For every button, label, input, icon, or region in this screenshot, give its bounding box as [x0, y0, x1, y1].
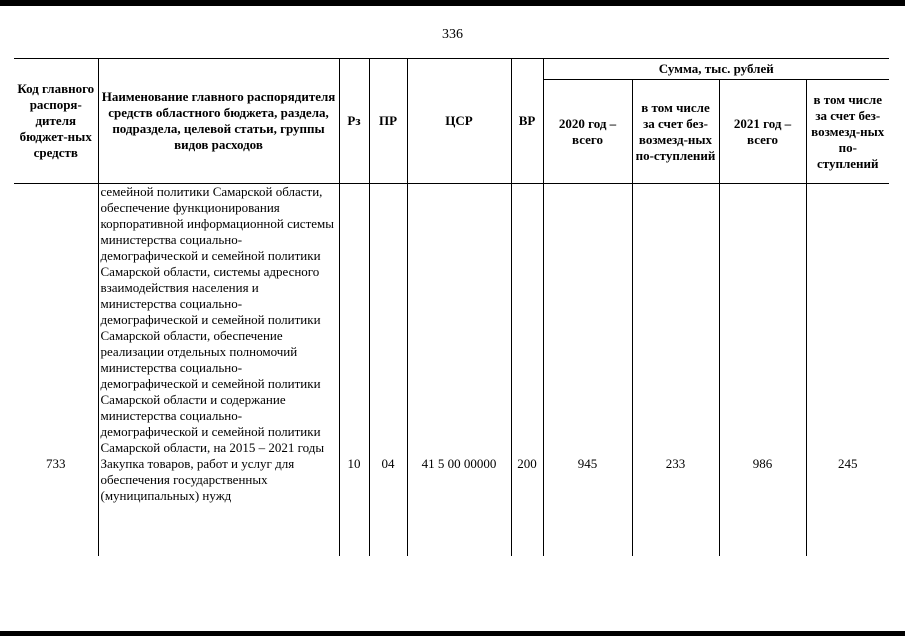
- header-2020-free: в том числе за счет без-возмезд-ных по-ступлений: [632, 80, 719, 184]
- table-row-continuation: [14, 184, 889, 457]
- continuation-name-text: семейной политики Самарской области, обеспечение функционирования корпоративной информационной системы министерства социально-демографической и семейной политики Самарской области, системы адресного взаимодействия населения и министерства социально-демографической и семейной политики Самарской области, обеспечение реализации отдельных полномочий министерства социально-демографической и семейной политики Самарской области и содержание министерства социально-демографической и семейной политики Самарской области, на 2015 – 2021 годы: [98, 184, 339, 457]
- header-name: Наименование главного распорядителя средств областного бюджета, раздела, подраздела, целевой статьи, группы видов расходов: [98, 59, 339, 184]
- cell-2020-free: 233: [632, 456, 719, 556]
- page-number: 336: [442, 27, 463, 42]
- header-vr: ВР: [511, 59, 543, 184]
- header-rz: Рз: [339, 59, 369, 184]
- header-2021-free: в том числе за счет без-возмезд-ных по-ступлений: [806, 80, 889, 184]
- cell-2020-total: 945: [543, 456, 632, 556]
- cell-name: Закупка товаров, работ и услуг для обеспечения государственных (муниципальных) нужд: [98, 456, 339, 556]
- bottom-rule: [0, 631, 905, 636]
- budget-table: [14, 58, 889, 556]
- header-pr: ПР: [369, 59, 407, 184]
- top-rule: [0, 0, 905, 6]
- cell-2021-free: 245: [806, 456, 889, 556]
- header-csr: ЦСР: [407, 59, 511, 184]
- cell-vr: 200: [511, 456, 543, 556]
- cell-code: 733: [14, 456, 98, 556]
- cell-rz: 10: [339, 456, 369, 556]
- cell-pr: 04: [369, 456, 407, 556]
- table-row: [14, 456, 889, 556]
- header-sum-group: Сумма, тыс. рублей: [543, 59, 889, 80]
- header-2021-total: 2021 год – всего: [719, 80, 806, 184]
- cell-csr: 41 5 00 00000: [407, 456, 511, 556]
- header-code: Код главного распоря-дителя бюджет-ных средств: [14, 59, 98, 184]
- header-2020-total: 2020 год – всего: [543, 80, 632, 184]
- cell-2021-total: 986: [719, 456, 806, 556]
